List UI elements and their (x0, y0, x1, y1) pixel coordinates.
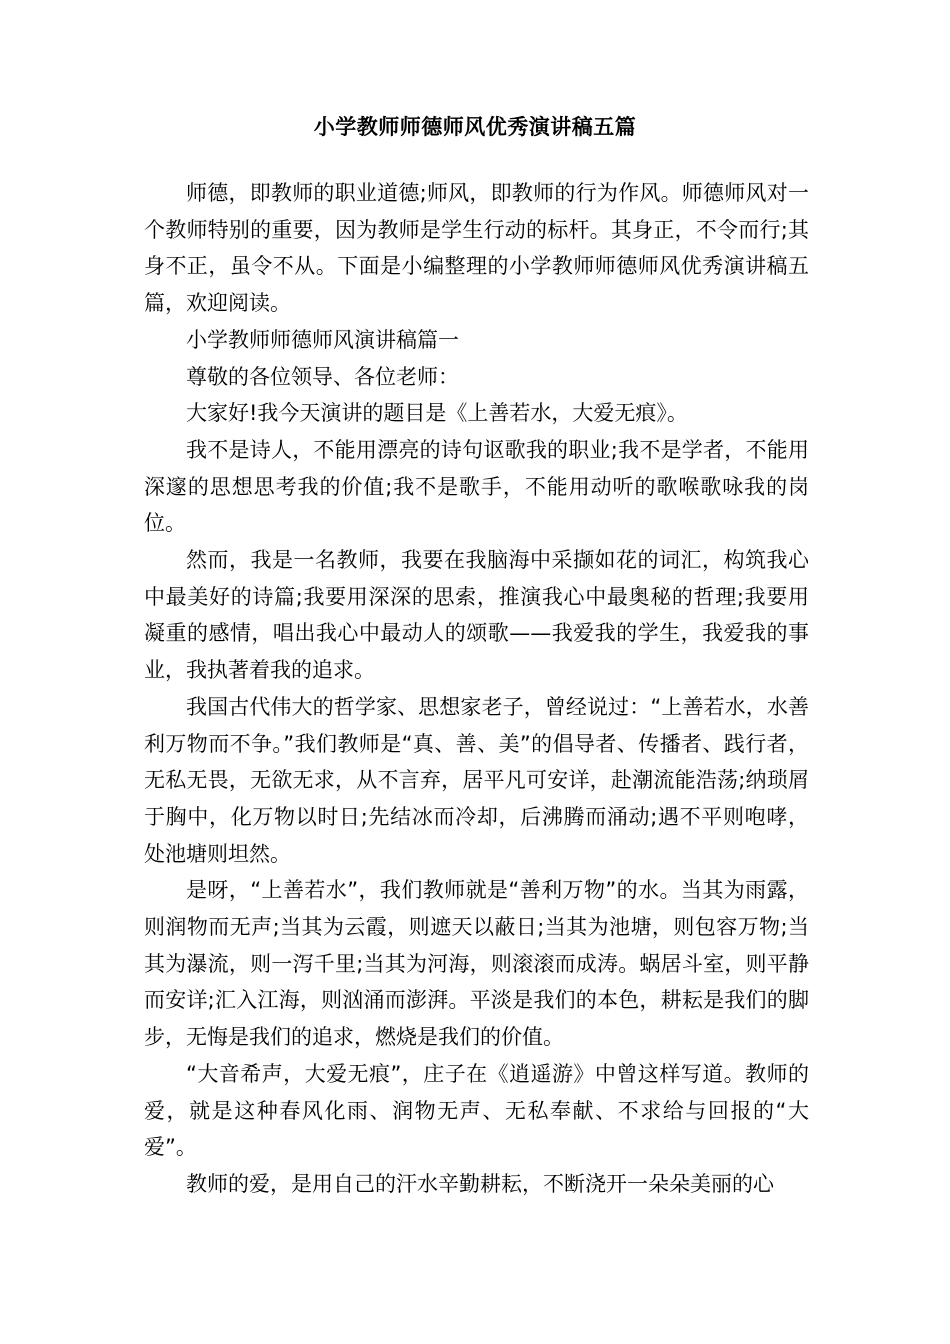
body-paragraph: 然而，我是一名教师，我要在我脑海中采撷如花的词汇，构筑我心中最美好的诗篇;我要用深深的思索，推演我心中最奥秘的哲理;我要用凝重的感情，唱出我心中最动人的颂歌——我爱我的学生，我爱我的事业，我执著着我的追求。 (144, 548, 809, 683)
salutation: 尊敬的各位领导、各位老师： (186, 364, 459, 389)
body-paragraph: 我国古代伟大的哲学家、思想家老子，曾经说过：“上善若水，水善利万物而不争。”我们教师是“真、善、美”的倡导者、传播者、践行者，无私无畏，无欲无求，从不言弃，居平凡可安详，赴潮流能浩荡;纳琐屑于胸中，化万物以时日;先结冰而冷却，后沸腾而涌动;遇不平则咆哮，处池塘则坦然。 (144, 694, 809, 866)
body-paragraph: 教师的爱，是用自己的汗水辛勤耕耘，不断浇开一朵朵美丽的心 (186, 1171, 774, 1196)
intro-paragraph: 师德，即教师的职业道德;师风，即教师的行为作风。师德师风对一个教师特别的重要，因为教师是学生行动的标杆。其身正，不令而行;其身不正，虽令不从。下面是小编整理的小学教师师德师风优秀演讲稿五篇，欢迎阅读。 (144, 181, 809, 316)
body-paragraph: “大音希声，大爱无痕”，庄子在《逍遥游》中曾这样写道。教师的爱，就是这种春风化雨、润物无声、无私奉献、不求给与回报的“大爱”。 (144, 1061, 809, 1160)
section-heading: 小学教师师德师风演讲稿篇一 (186, 327, 459, 352)
body-paragraph: 我不是诗人，不能用漂亮的诗句讴歌我的职业;我不是学者，不能用深邃的思想思考我的价值;我不是歌手，不能用动听的歌喉歌咏我的岗位。 (144, 437, 809, 536)
body-paragraph: 是呀，“上善若水”，我们教师就是“善利万物”的水。当其为雨露，则润物而无声;当其为云霞，则遮天以蔽日;当其为池塘，则包容万物;当其为瀑流，则一泻千里;当其为河海，则滚滚而成涛。蜗居斗室，则平静而安详;汇入江海，则汹涌而澎湃。平淡是我们的本色，耕耘是我们的脚步，无悔是我们的追求，燃烧是我们的价值。 (144, 878, 809, 1050)
document-body (144, 175, 809, 1203)
document-title: 小学教师师德师风优秀演讲稿五篇 (313, 115, 637, 139)
greeting-paragraph: 大家好!我今天演讲的题目是《上善若水，大爱无痕》。 (186, 401, 688, 426)
